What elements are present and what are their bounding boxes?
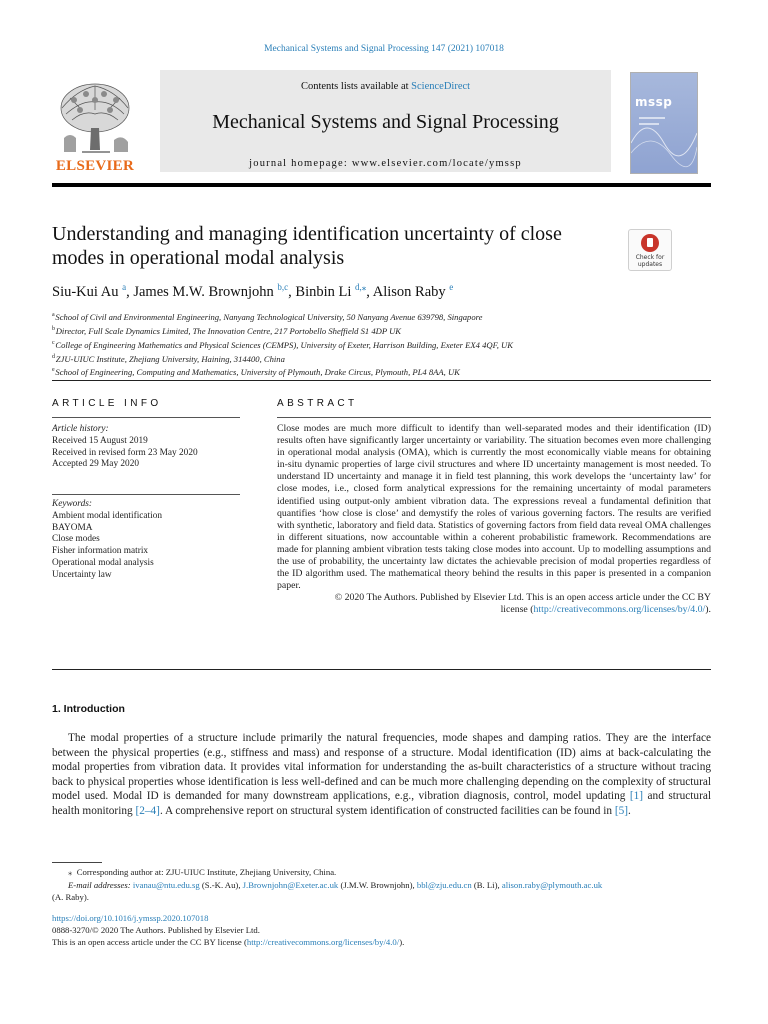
email-owner-last: (A. Raby). [52,892,89,903]
author-name: Siu-Kui Au [52,283,119,300]
section-rule-bottom [52,669,711,670]
elsevier-wordmark: ELSEVIER [55,158,135,174]
author-list [52,282,712,301]
keyword-item: Ambient modal identification [52,510,162,521]
footer-license-prefix: This is an open access article under the CC BY license ( [52,936,247,947]
doi-link[interactable]: https://doi.org/10.1016/j.ymssp.2020.107018 [52,913,209,923]
affiliation-key: a [52,312,55,318]
history-accepted: Accepted 29 May 2020 [52,459,140,470]
check-for-updates-badge[interactable] [628,229,672,271]
affiliation-text: ZJU-UIUC Institute, Zhejiang University, Haining, 314400, China [55,353,285,364]
email-owner: (B. Li), [471,879,502,890]
introduction-heading: 1. Introduction [52,703,125,715]
license-link[interactable]: http://creativecommons.org/licenses/by/4.0/ [533,604,706,616]
affiliation-text: School of Engineering, Computing and Mathematics, University of Plymouth, Drake Circus, Plymouth, PL4 8AA, UK [55,367,460,378]
affiliation-item [52,351,712,365]
abstract-rule [277,417,711,418]
affiliation-item [52,309,712,323]
affiliation-text: College of Engineering Mathematics and Physical Sciences (CEMPS), University of Exeter, Harrison Building, Exeter EX4 4QF, UK [55,339,513,350]
contents-available-line [160,81,611,92]
author-name: Binbin Li [295,283,352,300]
footnote [52,866,711,904]
keyword-item: BAYOMA [52,522,93,533]
introduction-paragraph [52,731,711,819]
affiliation-item [52,323,712,337]
keyword-item: Uncertainty law [52,569,112,580]
keywords-block [52,499,252,582]
intro-text: and structural health monitoring [52,790,711,817]
intro-text: . A comprehensive report on structural system identification of constructed facilities can be found in [159,804,615,817]
email-link[interactable]: alison.raby@plymouth.ac.uk [501,879,603,890]
author-name: James M.W. Brownjohn [133,283,274,300]
author-separator: , [126,283,134,300]
elsevier-tree-logo-icon [52,80,138,158]
cover-title: mssp [635,95,673,109]
author-separator: , [366,283,373,300]
email-link[interactable]: bbl@zju.edu.cn [416,879,472,890]
history-received: Received 15 August 2019 [52,435,148,446]
author-affil-ref[interactable]: a [122,282,127,292]
intro-text: . [628,804,631,817]
journal-reference[interactable]: Mechanical Systems and Signal Processing 147 (2021) 107018 [264,44,504,54]
contents-prefix: Contents lists available at [300,81,412,92]
article-info-rule [52,417,240,418]
corresponding-author-note [52,866,711,879]
affiliation-item [52,364,712,378]
badge-line-2: updates [637,261,663,268]
article-title: Understanding and managing identification uncertainty of close modes in operational modal analysis [52,223,562,269]
badge-line-1: Check for [635,254,665,261]
email-link[interactable]: J.Brownjohn@Exeter.ac.uk [242,879,339,890]
license-prefix: license ( [500,604,534,616]
history-label: Article history: [52,424,109,434]
license-line [277,604,711,616]
keywords-label: Keywords: [52,499,92,509]
author-separator: , [288,283,296,300]
author-affil-ref[interactable]: b,c [277,282,289,292]
article-info-rule [52,494,240,495]
email-link[interactable]: ivanau@ntu.edu.sg [132,879,200,890]
history-revised: Received in revised form 23 May 2020 [52,447,198,458]
article-history [52,424,252,471]
footer-license-link[interactable]: http://creativecommons.org/licenses/by/4.0/ [246,936,400,947]
copyright-line [277,592,711,616]
affiliation-key: e [52,367,55,374]
email-owner: (J.M.W. Brownjohn), [338,879,417,890]
issn-line: 0888-3270/© 2020 The Authors. Published by Elsevier Ltd. [52,924,260,935]
intro-text: The modal properties of a structure include primarily the natural frequencies, mode shapes and damping ratios. They are the interface between the physical properties (e.g., stiffness and mass) and response of a structure. Modal identification (ID) aims at back-calculating the modal properties from vibration data. It provides vital information for understanding the as-built characteristics of a structure without tracing back to physical properties whose identification is less well-defined and can be much more challenging depending on the complexity of structural model used. Modal ID is demanded for many downstream applications, e.g., vibration diagnosis, control, model updating [52,732,711,803]
journal-cover-image [630,72,698,174]
affiliation-key: c [52,339,55,346]
footer-license-suffix: ). [399,936,405,947]
email-label: E-mail addresses: [68,879,131,890]
copyright-text: © 2020 The Authors. Published by Elsevier Ltd. This is an open access article under the CC BY [334,592,711,604]
bookmark-icon [641,234,659,252]
citation-link[interactable]: [5] [614,804,629,817]
affiliation-text: School of Civil and Environmental Engineering, Nanyang Technological University, 50 Nanyang Avenue 639798, Singapore [55,311,483,322]
license-suffix: ). [705,604,711,616]
homepage-prefix: journal homepage: [249,158,352,169]
citation-link[interactable]: [2–4] [135,804,160,817]
email-owner: (S.-K. Au), [199,879,243,890]
page-footer [52,913,711,948]
journal-homepage [160,158,611,169]
footer-license [52,937,711,949]
header-rule [52,183,711,187]
abstract-heading: ABSTRACT [277,398,358,409]
affiliation-key: d [52,353,55,360]
article-info-heading: ARTICLE INFO [52,398,162,409]
homepage-url[interactable]: www.elsevier.com/locate/ymssp [351,158,522,169]
abstract-body [277,423,711,617]
abstract-text: Close modes are much more difficult to identify than well-separated modes and their identification (ID) results often have significantly larger uncertainty or variability. The situation becomes even more challenging in operational modal analysis (OMA), which is currently the most economically viable means for obtaining in-situ dynamic properties of large civil structures and where ID uncertainty management is most needed. To understand ID uncertainty and manage it in field test planning, this work develops the ‘uncertainty law’ for close modes, i.e., closed form analytical expressions for the remaining uncertainty of modal parameters identified using output-only ambient vibration data. The expressions reveal a fundamental definition that quantifies ‘how close is close’ and demystify the roles of various governing factors. The results are verified with synthetic, laboratory and field data. Statistics of governing factors from field data reveal OMA challenges in different situations, now accountable within a coherent probabilistic framework. Recommendations are made for planning ambient vibration tests taking close modes into account. Up to modelling assumptions and the use of probability, the uncertainty law dictates the achievable precision of modal properties regardless of the ID algorithm used. The mathematical theory behind the results in this paper is presented in a companion paper. [277,423,711,592]
keyword-item: Operational modal analysis [52,557,154,568]
affiliation-key: b [52,325,55,332]
section-rule-top [52,380,711,381]
journal-name: Mechanical Systems and Signal Processing [212,111,559,133]
citation-link[interactable]: [1] [629,790,644,803]
footnote-marker: ⁎ [68,867,73,877]
corresponding-text: Corresponding author at: ZJU-UIUC Institute, Zhejiang University, China. [76,867,337,877]
author-affil-ref[interactable]: d,⁎ [355,282,367,292]
footnote-rule [52,862,102,863]
keyword-item: Fisher information matrix [52,546,149,557]
author-name: Alison Raby [372,283,446,300]
author-affil-ref[interactable]: e [449,282,454,292]
keyword-item: Close modes [52,534,100,545]
affiliation-list [52,309,712,378]
email-addresses [52,879,711,892]
affiliation-text: Director, Full Scale Dynamics Limited, The Innovation Centre, 217 Portobello Sheffield S1 4DP UK [55,325,402,336]
sciencedirect-link[interactable]: ScienceDirect [411,81,471,92]
affiliation-item [52,337,712,351]
